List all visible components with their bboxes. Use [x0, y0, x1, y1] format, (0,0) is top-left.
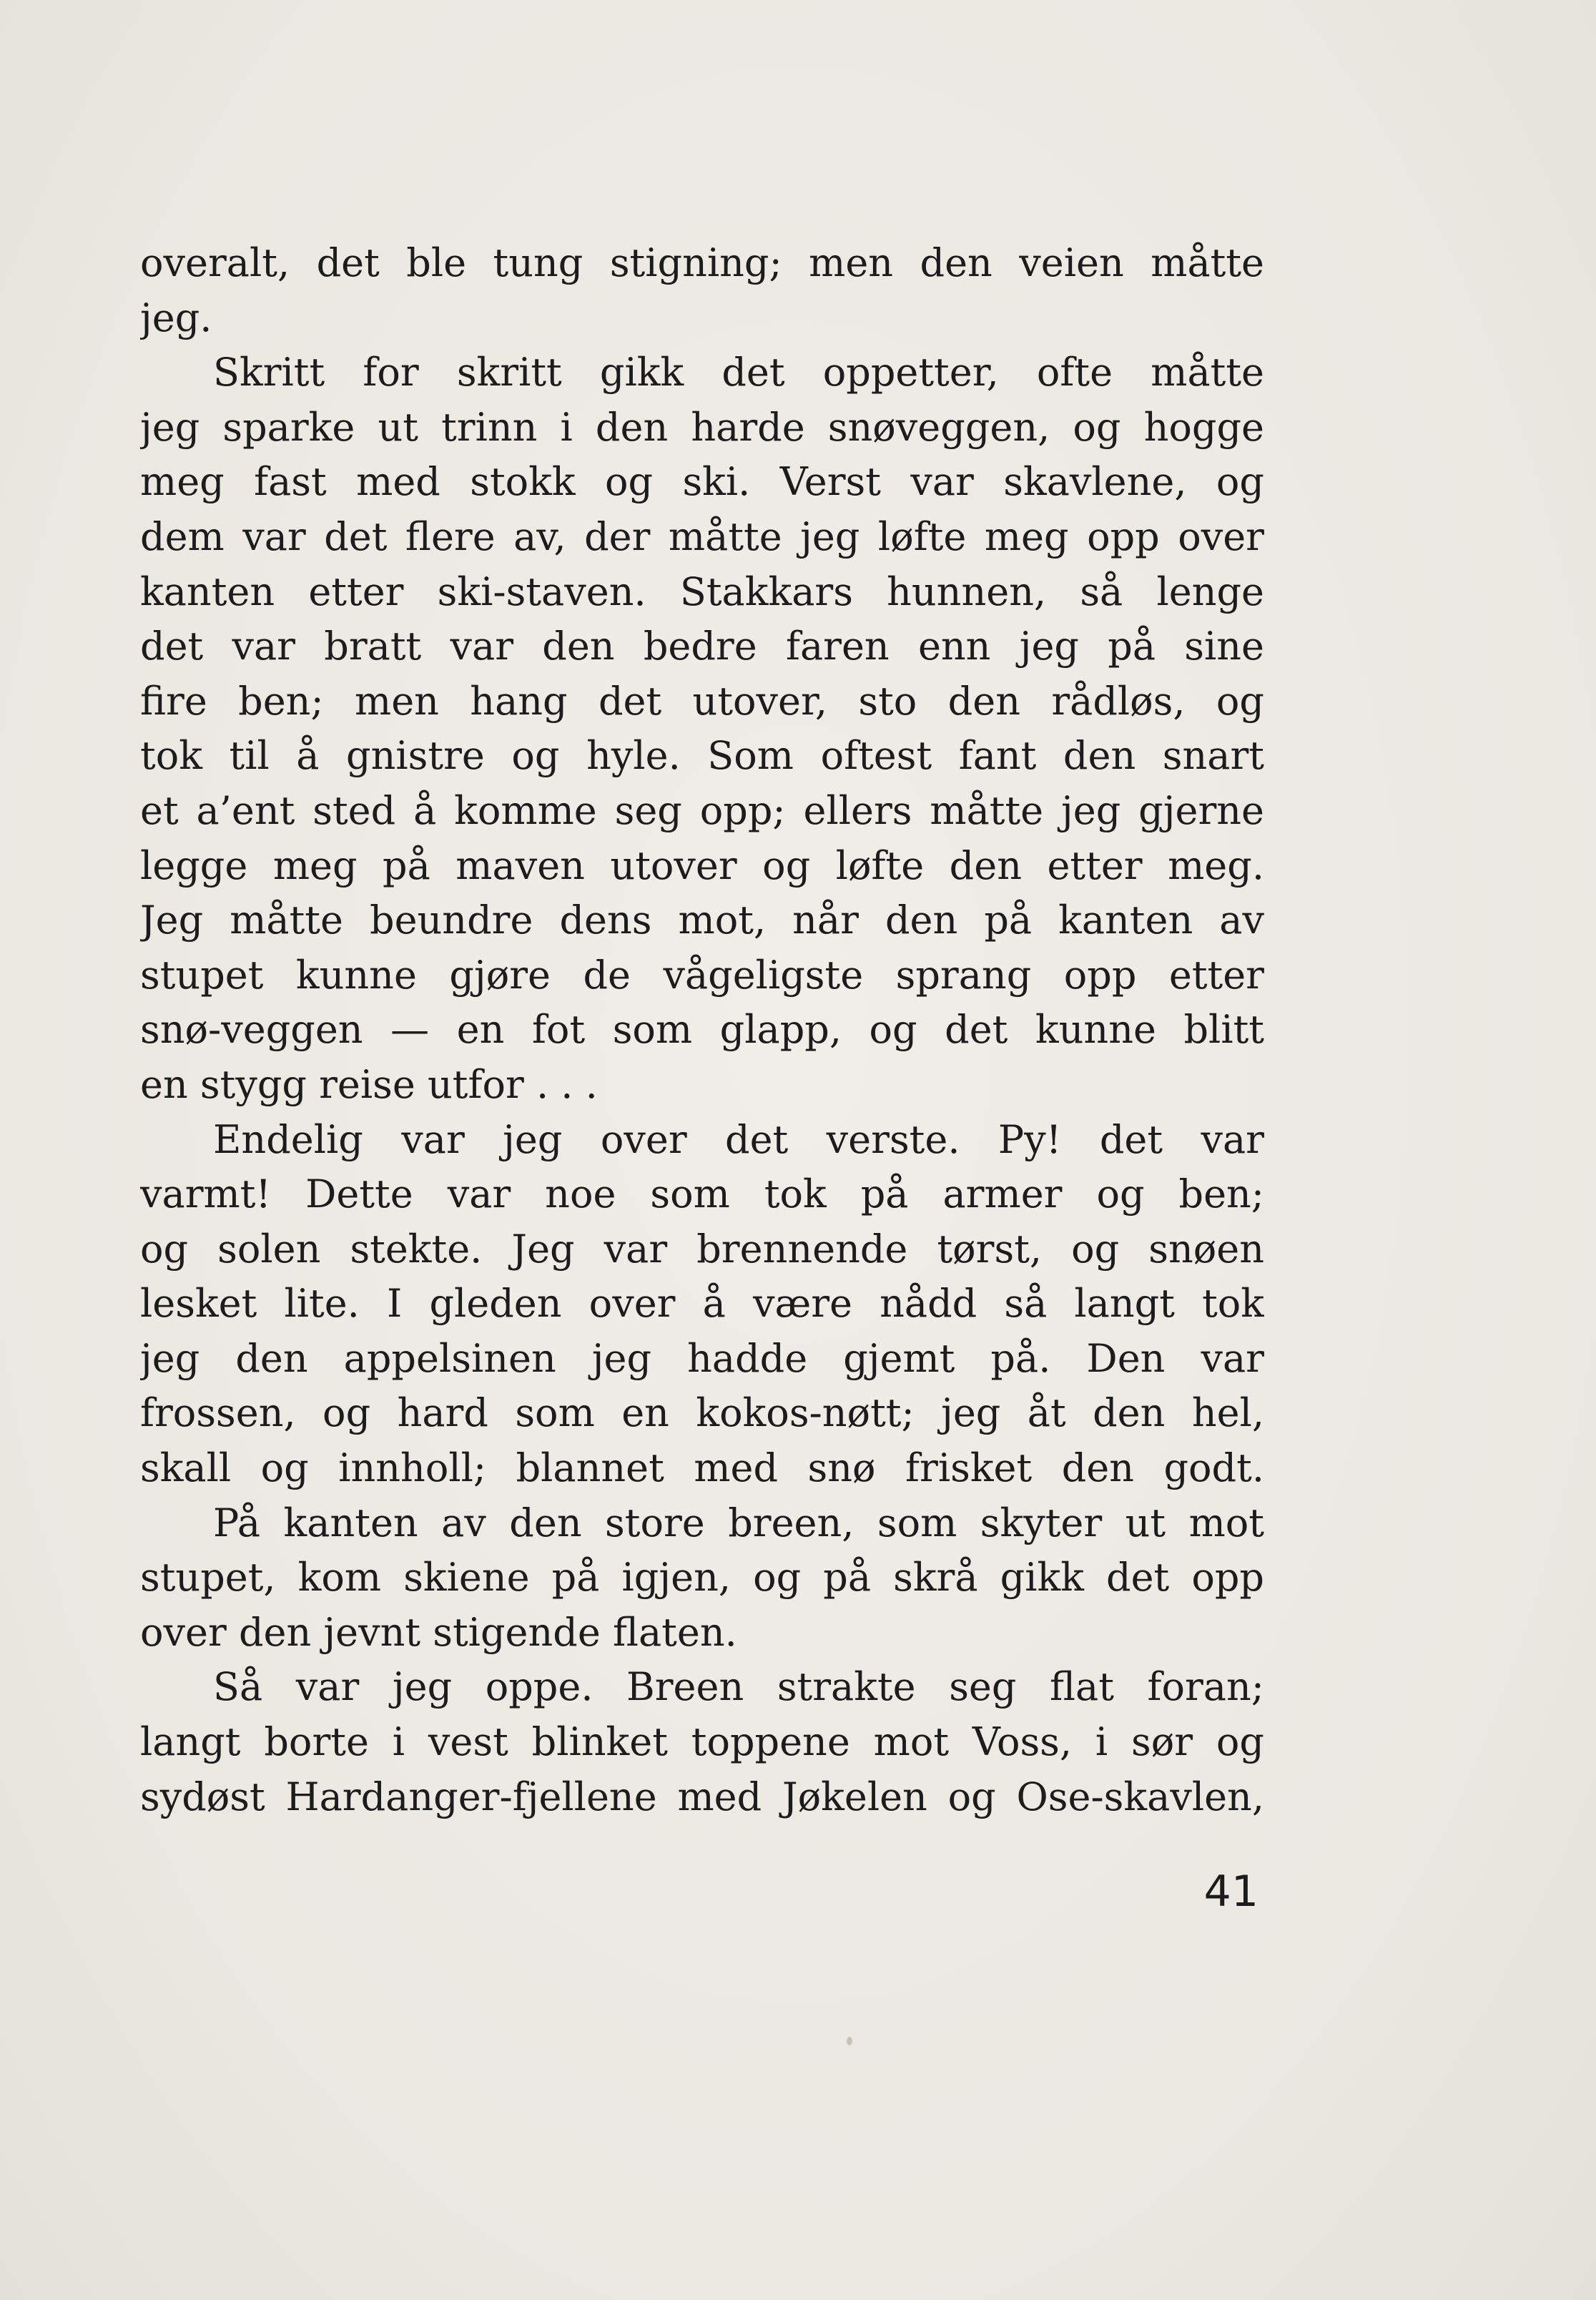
text-line: snø-veggen — en fot som glapp, og det kunne blitt [140, 1007, 1264, 1053]
text-line: frossen, og hard som en kokos-nøtt; jeg åt den hel, [140, 1390, 1264, 1436]
text-line: tok til å gnistre og hyle. Som oftest fant den snart [140, 733, 1264, 779]
text-line: Så var jeg oppe. Breen strakte seg flat foran; [213, 1664, 1264, 1710]
text-line: Skritt for skritt gikk det oppetter, ofte måtte [213, 350, 1264, 395]
page-number: 41 [1203, 1867, 1258, 1917]
text-line: overalt, det ble tung stigning; men den veien måtte [140, 240, 1264, 285]
text-line: lesket lite. I gleden over å være nådd så langt tok [140, 1281, 1264, 1327]
text-line: stupet, kom skiene på igjen, og på skrå gikk det opp [140, 1555, 1264, 1601]
text-line: Endelig var jeg over det verste. Py! det var [213, 1116, 1264, 1162]
text-line: det var bratt var den bedre faren enn jeg på sine [140, 624, 1264, 669]
text-line: og solen stekte. Jeg var brennende tørst, og snøen [140, 1226, 1264, 1272]
text-line: langt borte i vest blinket toppene mot Voss, i sør og [140, 1719, 1264, 1765]
text-line: dem var det flere av, der måtte jeg løfte meg opp over [140, 513, 1264, 559]
text-line: På kanten av den store breen, som skyter ut mot [213, 1500, 1264, 1545]
text-line: meg fast med stokk og ski. Verst var skavlene, og [140, 459, 1264, 505]
text-line: over den jevnt stigende flaten. [140, 1609, 737, 1655]
text-line: jeg den appelsinen jeg hadde gjemt på. Den var [140, 1335, 1264, 1381]
text-line: varmt! Dette var noe som tok på armer og ben; [140, 1171, 1264, 1217]
text-line: et a’ent sted å komme seg opp; ellers måtte jeg gjerne [140, 787, 1264, 833]
text-line: skall og innholl; blannet med snø frisket den godt. [140, 1445, 1264, 1491]
text-line: jeg sparke ut trinn i den harde snøveggen, og hogge [140, 404, 1264, 450]
text-line: stupet kunne gjøre de vågeligste sprang opp etter [140, 952, 1264, 998]
text-line: Jeg måtte beundre dens mot, når den på kanten av [140, 898, 1264, 943]
body-text [140, 236, 1264, 1824]
text-line: sydøst Hardanger-fjellene med Jøkelen og Ose-skavlen, [140, 1774, 1264, 1819]
text-line: en stygg reise utfor . . . [140, 1061, 598, 1107]
text-line: fire ben; men hang det utover, sto den rådløs, og [140, 678, 1264, 724]
text-line: jeg. [140, 295, 212, 340]
text-line: legge meg på maven utover og løfte den etter meg. [140, 842, 1264, 888]
text-line: kanten etter ski-staven. Stakkars hunnen, så lenge [140, 569, 1264, 614]
paper-speck [847, 2037, 852, 2045]
